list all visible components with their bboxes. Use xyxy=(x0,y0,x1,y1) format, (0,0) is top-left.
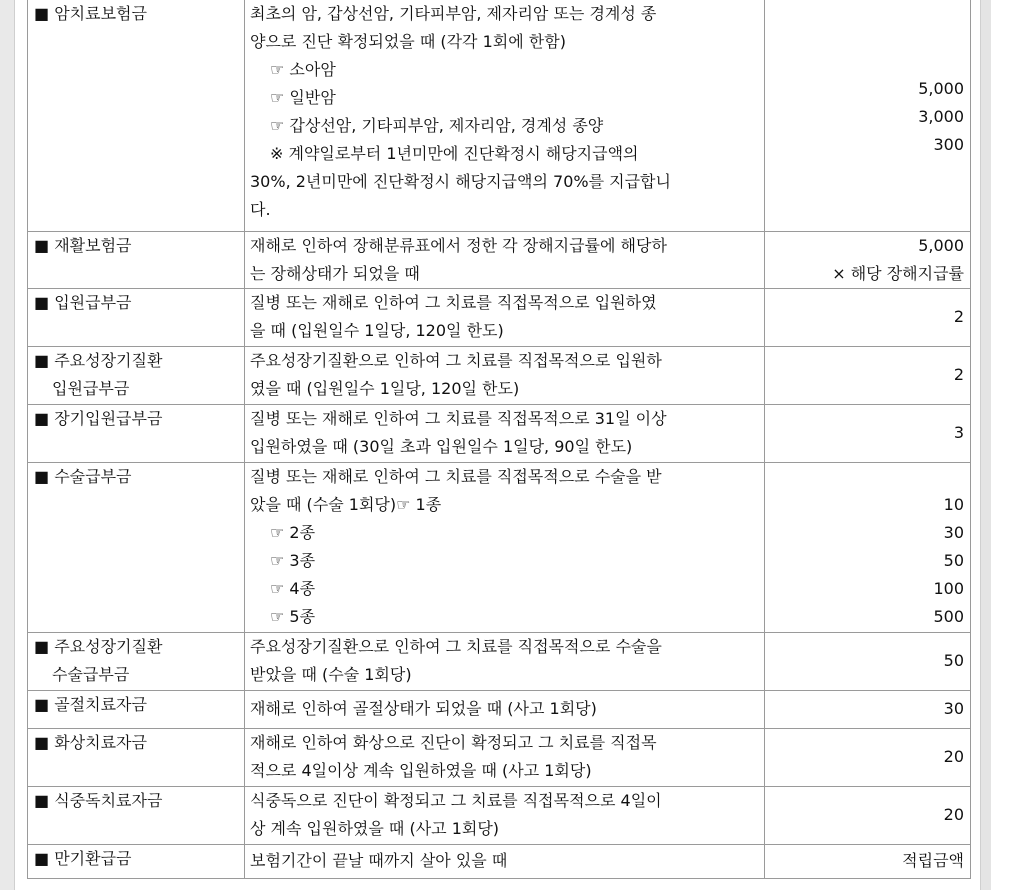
condition-subitem: ☞ 갑상선암, 기타피부암, 제자리암, 경계성 종양 xyxy=(270,116,604,135)
condition-line: 적으로 4일이상 계속 입원하였을 때 (사고 1회당) xyxy=(250,760,592,780)
condition-line: 입원하였을 때 (30일 초과 입원일수 1일당, 90일 한도) xyxy=(250,436,633,456)
table-row xyxy=(28,0,971,231)
benefit-amount: 20 xyxy=(943,805,964,824)
condition-line: 는 장해상태가 되었을 때 xyxy=(250,263,420,283)
condition-line: 주요성장기질환으로 인하여 그 치료를 직접목적으로 입원하 xyxy=(250,350,662,370)
benefit-name: ■ 입원급부금 xyxy=(34,292,132,312)
benefit-amount: 50 xyxy=(943,550,964,570)
condition-line: 을 때 (입원일수 1일당, 120일 한도) xyxy=(250,320,504,340)
benefit-amount: 5,000 xyxy=(918,79,964,98)
condition-line: 상 계속 입원하였을 때 (사고 1회당) xyxy=(250,818,500,838)
benefit-amount: 적립금액 xyxy=(902,851,964,870)
benefit-amount: 50 xyxy=(943,651,964,670)
benefit-name: ■ 수술급부금 xyxy=(34,466,132,486)
table-row xyxy=(28,231,971,288)
table-row xyxy=(28,462,971,632)
benefit-amount: 10 xyxy=(943,494,964,514)
benefit-amount: 3 xyxy=(953,423,964,442)
condition-line: 양으로 진단 확정되었을 때 (각각 1회에 한함) xyxy=(250,32,566,51)
table-row xyxy=(28,632,971,690)
condition-line: 보험기간이 끝날 때까지 살아 있을 때 xyxy=(250,851,508,870)
benefit-name: 수술급부금 xyxy=(52,664,130,684)
benefit-name: ■ 주요성장기질환 xyxy=(34,350,163,370)
benefit-amount: 300 xyxy=(933,135,964,154)
condition-line: 재해로 인하여 골절상태가 되었을 때 (사고 1회당) xyxy=(250,699,597,718)
benefit-name: ■ 식중독치료자금 xyxy=(34,790,163,810)
condition-subitem: ☞ 3종 xyxy=(270,550,316,570)
table-row xyxy=(28,844,971,878)
table-row xyxy=(28,786,971,844)
table-row xyxy=(28,346,971,404)
left-margin-bar xyxy=(0,0,14,890)
condition-subitem: ☞ 일반암 xyxy=(270,88,336,107)
condition-subitem: ☞ 2종 xyxy=(270,522,316,542)
benefit-amount: 30 xyxy=(943,699,964,718)
condition-line: 최초의 암, 갑상선암, 기타피부암, 제자리암 또는 경계성 종 xyxy=(250,4,657,23)
condition-line: 받았을 때 (수술 1회당) xyxy=(250,664,412,684)
condition-note: 다. xyxy=(250,200,271,219)
left-margin-divider xyxy=(14,0,15,890)
condition-line: 식중독으로 진단이 확정되고 그 치료를 직접목적으로 4일이 xyxy=(250,790,662,810)
benefit-name: ■ 주요성장기질환 xyxy=(34,636,163,656)
condition-line: 질병 또는 재해로 인하여 그 치료를 직접목적으로 수술을 받 xyxy=(250,466,662,486)
benefit-amount-cell xyxy=(765,0,971,231)
benefit-condition-cell xyxy=(245,0,765,231)
benefit-name: ■ 화상치료자금 xyxy=(34,732,147,752)
benefit-amount: 3,000 xyxy=(918,107,964,126)
benefit-name: ■ 재활보험금 xyxy=(34,235,132,255)
table-row xyxy=(28,404,971,462)
condition-line: 주요성장기질환으로 인하여 그 치료를 직접목적으로 수술을 xyxy=(250,636,662,656)
table-row xyxy=(28,690,971,728)
condition-subitem: ☞ 5종 xyxy=(270,606,316,626)
benefit-amount: 100 xyxy=(933,578,964,598)
condition-line: 재해로 인하여 화상으로 진단이 확정되고 그 치료를 직접목 xyxy=(250,732,657,752)
condition-subitem: ☞ 소아암 xyxy=(270,60,336,79)
condition-note: 30%, 2년미만에 진단확정시 해당지급액의 70%를 지급합니 xyxy=(250,172,671,191)
condition-line: 았을 때 (수술 1회당)☞ 1종 xyxy=(250,494,442,514)
table-row xyxy=(28,728,971,786)
benefits-table xyxy=(27,0,971,879)
benefit-amount: 2 xyxy=(953,307,964,326)
condition-note: ※ 계약일로부터 1년미만에 진단확정시 해당지급액의 xyxy=(270,144,639,163)
benefit-name: ■ 만기환급금 xyxy=(34,848,132,868)
condition-line: 재해로 인하여 장해분류표에서 정한 각 장해지급률에 해당하 xyxy=(250,235,667,255)
benefit-amount: 500 xyxy=(933,606,964,626)
benefit-amount: × 해당 장해지급률 xyxy=(832,263,964,283)
condition-subitem: ☞ 4종 xyxy=(270,578,316,598)
benefit-name: ■ 암치료보험금 xyxy=(34,4,147,23)
benefit-amount: 20 xyxy=(943,747,964,766)
condition-line: 질병 또는 재해로 인하여 그 치료를 직접목적으로 31일 이상 xyxy=(250,408,667,428)
condition-line: 였을 때 (입원일수 1일당, 120일 한도) xyxy=(250,378,520,398)
benefit-name: ■ 골절치료자금 xyxy=(34,694,147,714)
benefit-amount: 30 xyxy=(943,522,964,542)
benefit-name-cell xyxy=(28,0,245,231)
benefit-name: 입원급부금 xyxy=(52,378,130,398)
benefit-amount: 5,000 xyxy=(918,235,964,255)
vertical-scrollbar[interactable] xyxy=(981,0,991,890)
condition-line: 질병 또는 재해로 인하여 그 치료를 직접목적으로 입원하였 xyxy=(250,292,657,312)
benefit-amount: 2 xyxy=(953,365,964,384)
benefit-name: ■ 장기입원급부금 xyxy=(34,408,163,428)
table-row xyxy=(28,288,971,346)
